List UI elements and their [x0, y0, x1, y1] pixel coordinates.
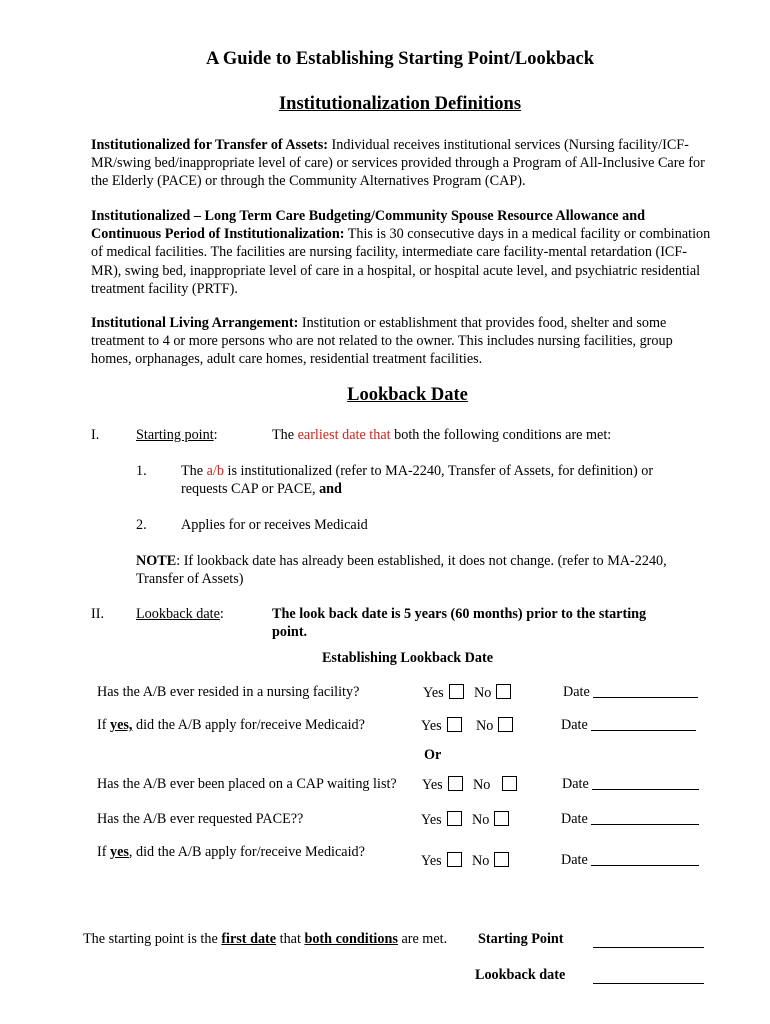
- yes-checkbox[interactable]: [447, 717, 462, 732]
- starting-point-definition: [272, 427, 611, 444]
- no-checkbox[interactable]: [502, 776, 517, 791]
- question-apply-medicaid-pace: [97, 844, 365, 861]
- note-text: : If lookback date has already been established, it does not change. (refer to MA-2240, Transfer of Assets): [136, 553, 667, 588]
- condition-number: 2.: [136, 517, 147, 533]
- text: The starting point is the: [83, 931, 222, 947]
- no-label: No: [474, 685, 492, 701]
- text: did the A/B apply for/receive Medicaid?: [132, 717, 365, 733]
- starting-point-label: Starting point: [136, 427, 214, 443]
- no-label: No: [476, 718, 494, 734]
- starting-point-label-wrap: [136, 427, 218, 444]
- question-requested-pace: Has the A/B ever requested PACE??: [97, 811, 304, 827]
- no-label: No: [473, 777, 491, 793]
- both-conditions-text: both conditions: [304, 931, 398, 947]
- item-numeral: II.: [91, 606, 104, 622]
- yes-option: [421, 811, 462, 829]
- definition-term: Institutionalized – Long Term Care Budgeting/Community Spouse Resource Allowance and Continuous Period of Institutionalization:: [91, 208, 646, 243]
- yes-checkbox[interactable]: [448, 776, 463, 791]
- yes-label: Yes: [422, 777, 443, 793]
- date-input-line[interactable]: [591, 824, 699, 825]
- text: The: [272, 427, 298, 443]
- yes-checkbox[interactable]: [447, 811, 462, 826]
- date-field: [561, 852, 699, 869]
- no-checkbox[interactable]: [494, 811, 509, 826]
- no-checkbox[interactable]: [496, 684, 511, 699]
- lookback-date-definition-line-2: point.: [272, 624, 308, 640]
- section-title-definitions: Institutionalization Definitions: [278, 94, 522, 114]
- definition-term: Institutionalized for Transfer of Assets:: [91, 137, 328, 153]
- date-input-line[interactable]: [593, 697, 698, 698]
- condition-number: 1.: [136, 463, 147, 479]
- yes-checkbox[interactable]: [449, 684, 464, 699]
- no-option: [472, 852, 509, 870]
- condition-1-line-2: [181, 481, 342, 498]
- question-cap-waiting-list: Has the A/B ever been placed on a CAP waiting list?: [97, 776, 397, 792]
- note: [136, 552, 711, 588]
- date-field: [561, 811, 699, 828]
- yes-label: Yes: [421, 718, 442, 734]
- underlined-text: yes: [110, 844, 129, 860]
- no-option: [473, 776, 517, 794]
- no-label: No: [472, 853, 490, 869]
- starting-point-line[interactable]: [593, 947, 704, 948]
- definition-term: Institutional Living Arrangement:: [91, 315, 299, 331]
- question-nursing-facility: Has the A/B ever resided in a nursing facility?: [97, 684, 360, 700]
- starting-point-statement: [83, 931, 447, 948]
- date-label: Date: [562, 776, 589, 792]
- no-option: [476, 717, 513, 735]
- starting-point-field-label: Starting Point: [478, 931, 564, 947]
- yes-option: [421, 852, 462, 870]
- text: , did the A/B apply for/receive Medicaid?: [128, 844, 365, 860]
- date-input-line[interactable]: [592, 789, 699, 790]
- text: requests CAP or PACE,: [181, 481, 320, 497]
- text: both the following conditions are met:: [390, 427, 612, 443]
- item-numeral: I.: [91, 427, 100, 443]
- yes-label: Yes: [421, 853, 442, 869]
- yes-label: Yes: [421, 812, 442, 828]
- date-label: Date: [561, 811, 588, 827]
- date-input-line[interactable]: [591, 730, 696, 731]
- definition-text: This is 30 consecutive days in a medical facility or combination of medical facilities. The facilities are nursing facility, intermediate care facility-mental retardation (ICF-MR), swing bed, inappropriate level of care in a hospital, or hospital acute level, and psychiatric residential treatment facility (PRTF).: [91, 226, 711, 297]
- or-label: Or: [424, 747, 442, 763]
- first-date-text: first date: [221, 931, 277, 947]
- lookback-date-line[interactable]: [593, 983, 704, 984]
- highlighted-text: a/b: [206, 463, 224, 479]
- yes-option: [422, 776, 463, 794]
- date-field: [563, 684, 698, 701]
- text: are met.: [397, 931, 448, 947]
- text: that: [276, 931, 305, 947]
- no-option: [472, 811, 509, 829]
- lookback-date-label-wrap: [136, 606, 224, 623]
- definition-institutional-living: [91, 314, 716, 369]
- note-label: NOTE: [136, 553, 177, 569]
- text: If: [97, 844, 110, 860]
- lookback-date-input[interactable]: [593, 970, 704, 987]
- lookback-date-definition-line-1: The look back date is 5 years (60 months) prior to the starting: [272, 606, 647, 622]
- date-label: Date: [563, 684, 590, 700]
- section-title-lookback: Lookback Date: [347, 385, 468, 405]
- text: is institutionalized (refer to MA-2240, Transfer of Assets, for definition) or: [223, 463, 654, 479]
- colon: :: [219, 606, 224, 622]
- yes-label: Yes: [423, 685, 444, 701]
- yes-option: [423, 684, 464, 702]
- no-checkbox[interactable]: [498, 717, 513, 732]
- highlighted-text: earliest date that: [297, 427, 391, 443]
- yes-option: [421, 717, 462, 735]
- date-label: Date: [561, 852, 588, 868]
- condition-2: Applies for or receives Medicaid: [181, 517, 368, 533]
- definition-text: Individual receives institutional services (Nursing facility/ICF-MR/swing bed/inappropriate level of care) or services provided through a Program of All-Inclusive Care for the Elderly (PACE) or through the Community Alternatives Program (CAP).: [91, 137, 705, 190]
- bold-text: and: [319, 481, 342, 497]
- lookback-date-label: Lookback date: [136, 606, 220, 622]
- date-label: Date: [561, 717, 588, 733]
- starting-point-input[interactable]: [593, 934, 704, 951]
- lookback-date-field-label: Lookback date: [475, 967, 566, 983]
- question-apply-medicaid: [97, 717, 365, 734]
- definition-transfer-of-assets: [91, 136, 716, 191]
- colon: :: [213, 427, 218, 443]
- form-heading: Establishing Lookback Date: [321, 650, 494, 666]
- text: The: [181, 463, 207, 479]
- no-option: [474, 684, 511, 702]
- yes-checkbox[interactable]: [447, 852, 462, 867]
- no-label: No: [472, 812, 490, 828]
- text: If: [97, 717, 110, 733]
- definition-text: Institution or establishment that provides food, shelter and some treatment to 4 or more persons who are not related to the owner. This includes nursing facilities, group homes, orphanages, adult care homes, residential treatment facilities.: [91, 315, 673, 368]
- definition-long-term-care: [91, 207, 716, 298]
- date-input-line[interactable]: [591, 865, 699, 866]
- no-checkbox[interactable]: [494, 852, 509, 867]
- page-title: A Guide to Establishing Starting Point/Lookback: [205, 49, 595, 69]
- date-field: [561, 717, 696, 734]
- condition-1-line-1: [181, 463, 653, 480]
- underlined-text: yes,: [110, 717, 133, 733]
- date-field: [562, 776, 699, 793]
